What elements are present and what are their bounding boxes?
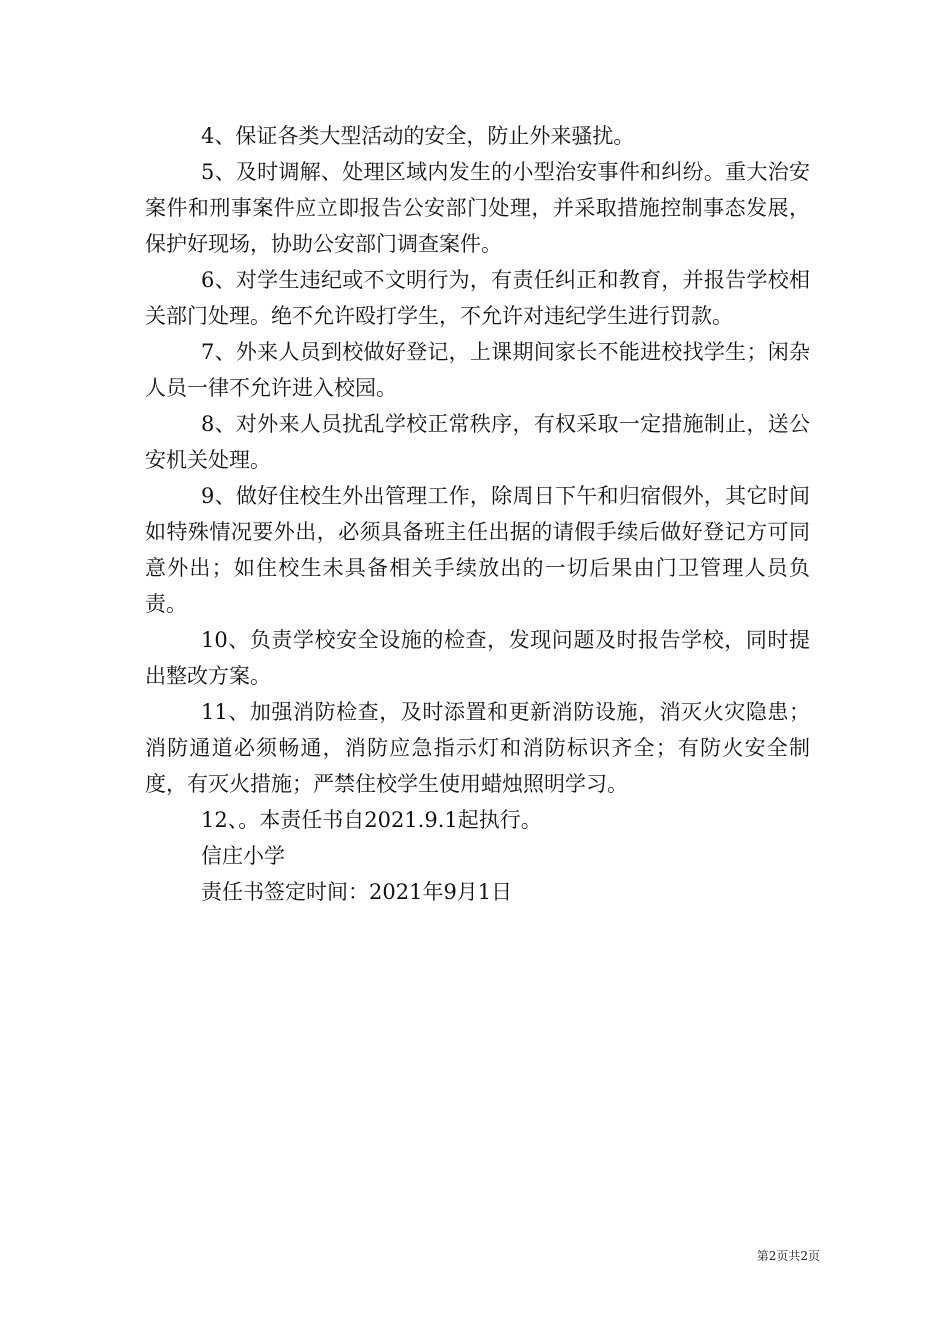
signing-date: 责任书签定时间：2021年9月1日 <box>201 880 513 904</box>
clause-6: 6、对学生违纪或不文明行为，有责任纠正和教育，并报告学校相关部门处理。绝不允许殴打学生，不允许对违纪学生进行罚款。 <box>145 268 810 328</box>
clause-4: 4、保证各类大型活动的安全，防止外来骚扰。 <box>201 124 635 148</box>
school-name: 信庄小学 <box>201 844 285 868</box>
clause-10: 10、负责学校安全设施的检查，发现问题及时报告学校，同时提出整改方案。 <box>145 628 810 688</box>
clause-5: 5、及时调解、处理区域内发生的小型治安事件和纠纷。重大治安案件和刑事案件应立即报告公安部门处理，并采取措施控制事态发展，保护好现场，协助公安部门调查案件。 <box>145 160 810 256</box>
clause-11: 11、加强消防检查，及时添置和更新消防设施，消灭火灾隐患；消防通道必须畅通，消防应急指示灯和消防标识齐全；有防火安全制度，有灭火措施；严禁住校学生使用蜡烛照明学习。 <box>145 700 810 796</box>
clause-12: 12、。本责任书自2021.9.1起执行。 <box>201 808 542 832</box>
clause-9: 9、做好住校生外出管理工作，除周日下午和归宿假外，其它时间如特殊情况要外出，必须具备班主任出据的请假手续后做好登记方可同意外出；如住校生未具备相关手续放出的一切后果由门卫管理人员负责。 <box>145 484 810 616</box>
clause-7: 7、外来人员到校做好登记，上课期间家长不能进校找学生；闲杂人员一律不允许进入校园。 <box>145 340 810 400</box>
clause-8: 8、对外来人员扰乱学校正常秩序，有权采取一定措施制止，送公安机关处理。 <box>145 412 810 472</box>
document-body <box>145 118 810 910</box>
page-number: 第2页共2页 <box>756 1249 820 1263</box>
